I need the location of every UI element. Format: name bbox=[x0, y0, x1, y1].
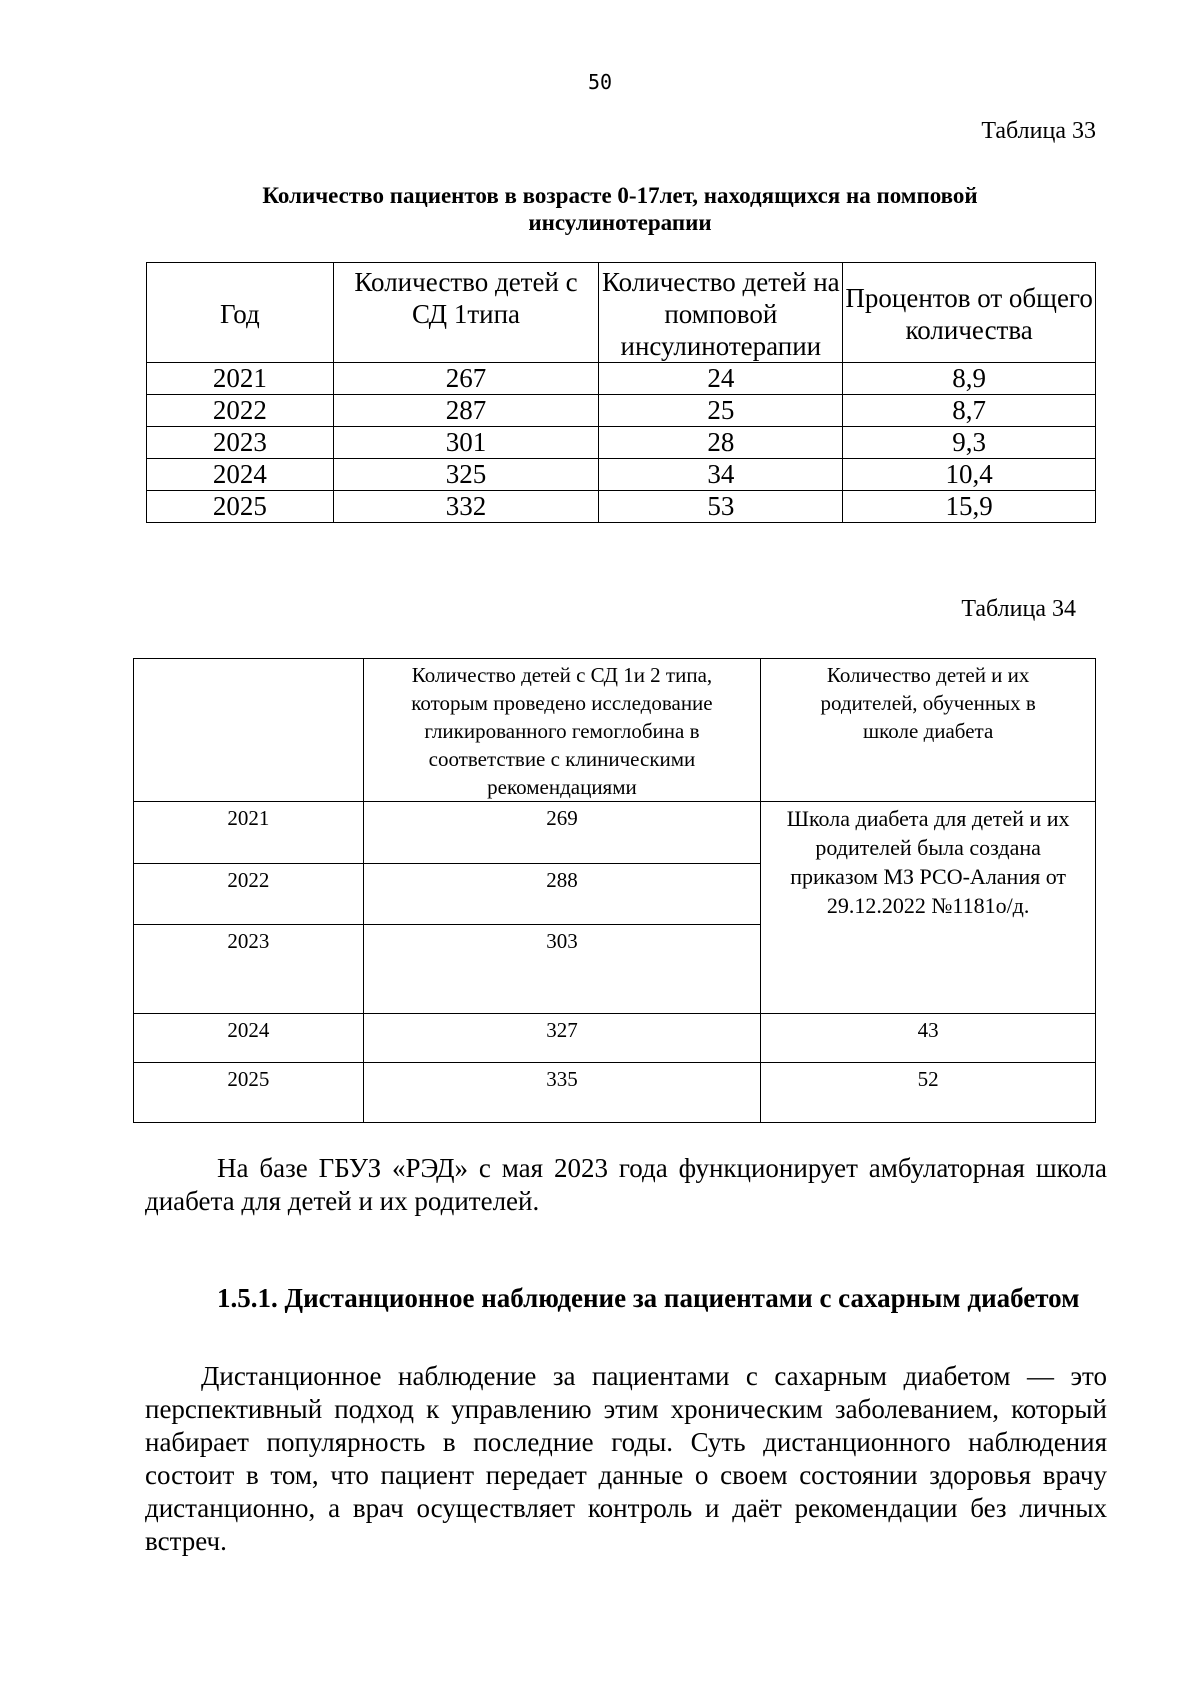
table33-header-percent: Процентов от общего количества bbox=[843, 263, 1096, 363]
table-cell: 332 bbox=[333, 491, 599, 523]
table-cell: 325 bbox=[333, 459, 599, 491]
table33-header-row bbox=[147, 263, 1096, 363]
table-cell: 287 bbox=[333, 395, 599, 427]
table-cell: 24 bbox=[599, 363, 843, 395]
table-cell: 25 bbox=[599, 395, 843, 427]
table-row bbox=[134, 1014, 1096, 1063]
table-cell: 43 bbox=[761, 1014, 1096, 1063]
table-cell: 52 bbox=[761, 1063, 1096, 1123]
table-row bbox=[147, 491, 1096, 523]
table33-header-children-type1: Количество детей с СД 1типа bbox=[333, 263, 599, 363]
table34-header-row bbox=[134, 659, 1096, 802]
table-row bbox=[147, 363, 1096, 395]
table-row bbox=[147, 395, 1096, 427]
table-cell: 301 bbox=[333, 427, 599, 459]
table-cell: 2023 bbox=[147, 427, 334, 459]
table33-title: Количество пациентов в возрасте 0-17лет, находящихся на помповой инсулинотерапии bbox=[262, 183, 978, 235]
table34-merged-note: Школа диабета для детей и их родителей была создана приказом МЗ РСО-Алания от 29.12.2022 №1181о/д. bbox=[761, 802, 1096, 1014]
paragraph-remote-monitoring: Дистанционное наблюдение за пациентами с сахарным диабетом — это перспективный подход к управлению этим хроническим заболеванием, который набирает популярность в последние годы. Суть дистанционного наблюдения состоит в том, что пациент передает данные о своем состоянии здоровья врачу дистанционно, а врач осуществляет контроль и даёт рекомендации без личных встреч. bbox=[145, 1361, 1107, 1556]
section-heading: 1.5.1. Дистанционное наблюдение за пациентами с сахарным диабетом bbox=[217, 1283, 1080, 1313]
table34 bbox=[133, 658, 1096, 1123]
table-cell: 267 bbox=[333, 363, 599, 395]
table-cell: 335 bbox=[363, 1063, 761, 1123]
table-cell: 2021 bbox=[147, 363, 334, 395]
table33-label: Таблица 33 bbox=[981, 118, 1096, 144]
table-row bbox=[134, 1063, 1096, 1123]
table-row bbox=[147, 459, 1096, 491]
table-cell: 10,4 bbox=[843, 459, 1096, 491]
table-cell: 303 bbox=[363, 925, 761, 1014]
table-cell: 15,9 bbox=[843, 491, 1096, 523]
table-cell: 2025 bbox=[134, 1063, 364, 1123]
table-cell: 9,3 bbox=[843, 427, 1096, 459]
table-row bbox=[134, 802, 1096, 864]
table33 bbox=[146, 262, 1096, 523]
table-cell: 2021 bbox=[134, 802, 364, 864]
table-cell: 288 bbox=[363, 864, 761, 925]
table-cell: 34 bbox=[599, 459, 843, 491]
table-cell: 53 bbox=[599, 491, 843, 523]
table33-header-pump-therapy: Количество детей на помповой инсулинотерапии bbox=[599, 263, 843, 363]
table34-header-hba1c: Количество детей с СД 1и 2 типа, которым проведено исследование гликированного гемоглобина в соответствие с клиническими рекомендациями bbox=[363, 659, 761, 802]
table-cell: 28 bbox=[599, 427, 843, 459]
table-cell: 2025 bbox=[147, 491, 334, 523]
paragraph-school: На базе ГБУЗ «РЭД» с мая 2023 года функционирует амбулаторная школа диабета для детей и их родителей. bbox=[145, 1153, 1107, 1216]
table-cell: 327 bbox=[363, 1014, 761, 1063]
table-cell: 2022 bbox=[134, 864, 364, 925]
table-cell: 269 bbox=[363, 802, 761, 864]
page-number: 50 bbox=[587, 70, 613, 94]
table-cell: 2024 bbox=[134, 1014, 364, 1063]
table-cell: 8,9 bbox=[843, 363, 1096, 395]
table34-header-empty bbox=[134, 659, 364, 802]
table-cell: 2024 bbox=[147, 459, 334, 491]
table34-label: Таблица 34 bbox=[961, 596, 1076, 622]
table33-header-year: Год bbox=[147, 263, 334, 363]
table-row bbox=[147, 427, 1096, 459]
table-cell: 2022 bbox=[147, 395, 334, 427]
table34-header-school: Количество детей и их родителей, обученных в школе диабета bbox=[761, 659, 1096, 802]
table-cell: 2023 bbox=[134, 925, 364, 1014]
table-cell: 8,7 bbox=[843, 395, 1096, 427]
